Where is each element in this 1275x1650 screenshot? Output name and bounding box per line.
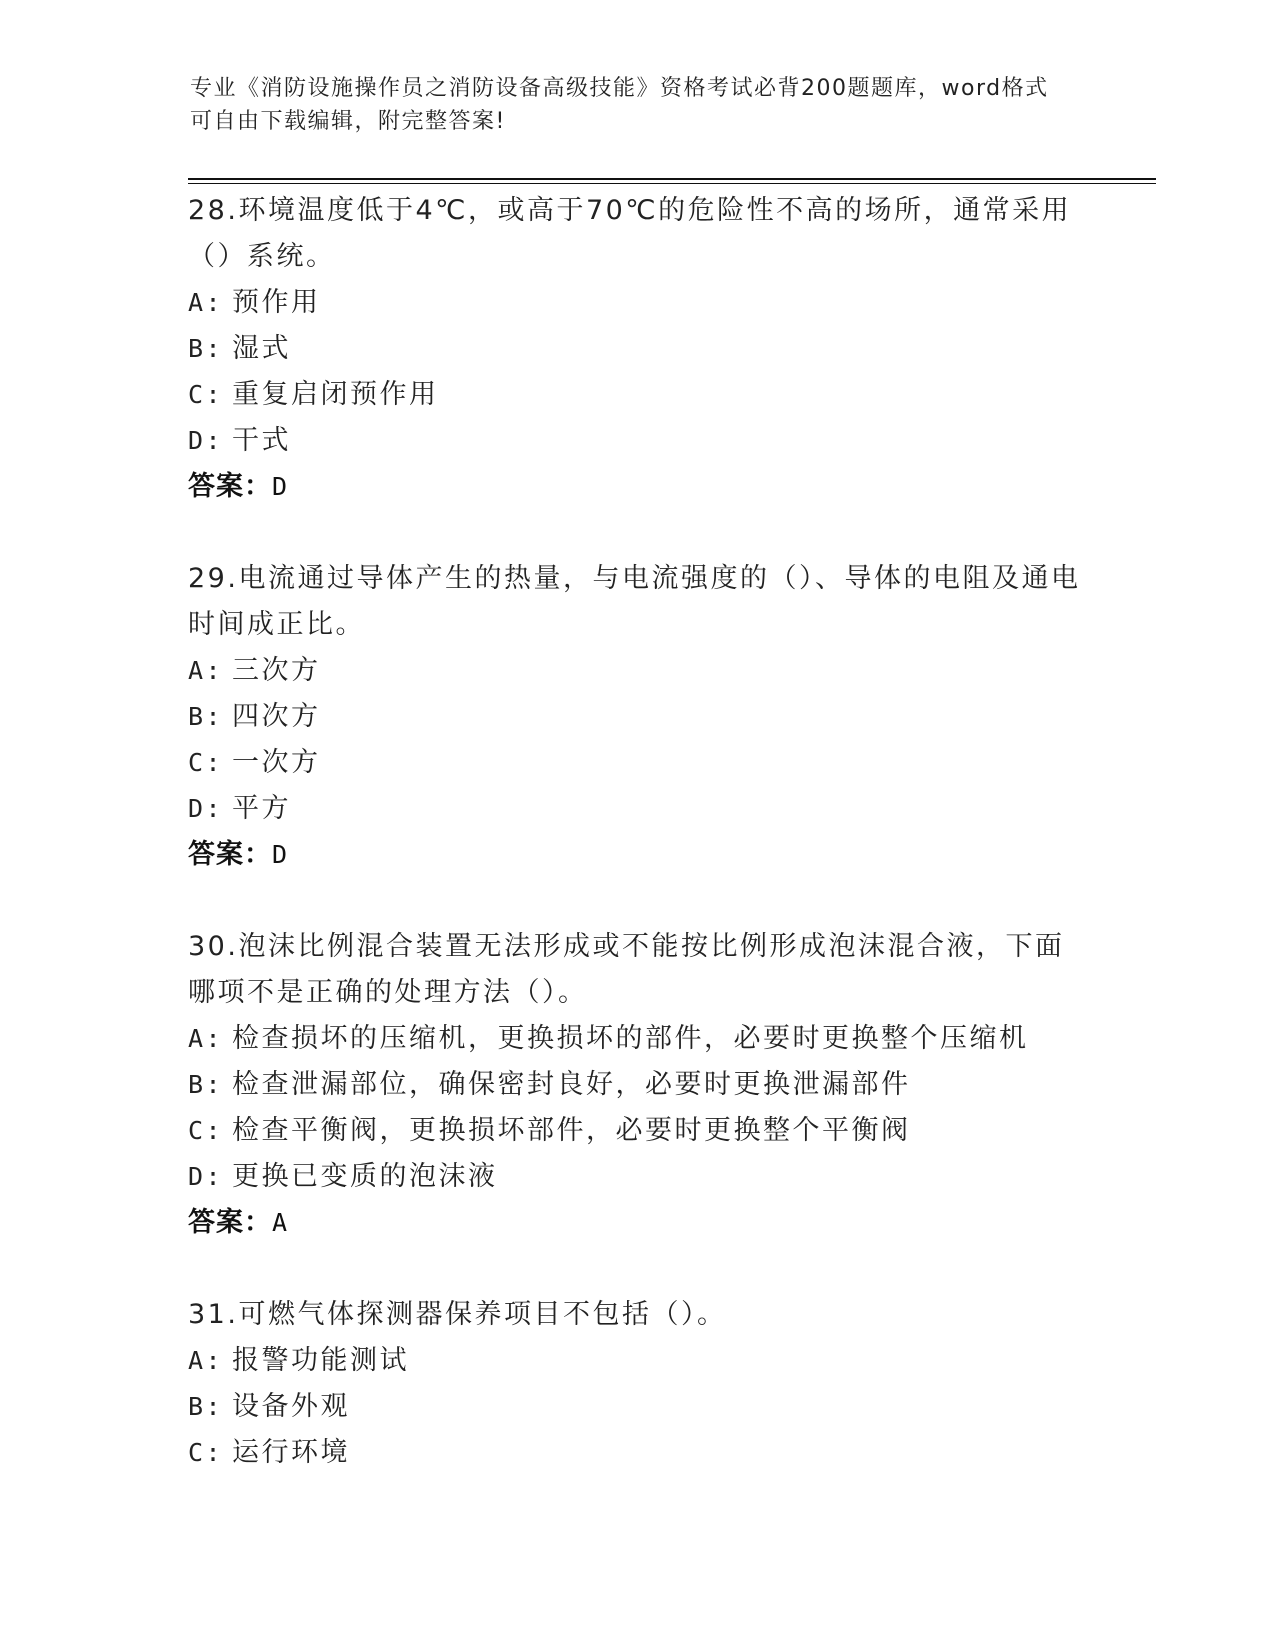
option-key: A:: [188, 1024, 224, 1053]
option-key: B:: [188, 1070, 224, 1099]
option-text: 设备外观: [232, 1391, 350, 1422]
option-d: [188, 786, 1088, 832]
question-gap: [188, 1246, 1088, 1292]
option-c: [188, 1108, 1088, 1154]
document-header: 专业《消防设施操作员之消防设备高级技能》资格考试必背200题题库，word格式可自由下载编辑，附完整答案!: [190, 76, 1049, 134]
option-text: 检查平衡阀，更换损坏部件，必要时更换整个平衡阀: [232, 1115, 911, 1146]
question-gap: [188, 878, 1088, 924]
option-key: A:: [188, 656, 224, 685]
answer-label: 答案：: [188, 471, 272, 502]
option-a: [188, 648, 1088, 694]
answer: [188, 1200, 1088, 1246]
option-text: 平方: [232, 793, 291, 824]
option-a: [188, 1016, 1088, 1062]
option-b: [188, 1062, 1088, 1108]
answer-value: D: [272, 840, 289, 869]
option-key: C:: [188, 380, 224, 409]
option-key: C:: [188, 1438, 224, 1467]
option-text: 干式: [232, 425, 291, 456]
question-28: [188, 188, 1088, 510]
option-c: [188, 740, 1088, 786]
question-gap: [188, 510, 1088, 556]
option-key: D:: [188, 1162, 224, 1191]
option-a: [188, 280, 1088, 326]
question-stem: 28.环境温度低于4℃，或高于70℃的危险性不高的场所，通常采用（）系统。: [188, 195, 1072, 272]
option-key: D:: [188, 794, 224, 823]
option-c: [188, 372, 1088, 418]
question-stem: 31.可燃气体探测器保养项目不包括（）。: [188, 1299, 727, 1330]
header-rule-thick: [188, 178, 1156, 180]
option-text: 四次方: [232, 701, 321, 732]
question-31: [188, 1292, 1088, 1476]
option-key: A:: [188, 288, 224, 317]
option-b: [188, 1384, 1088, 1430]
option-text: 湿式: [232, 333, 291, 364]
question-29: [188, 556, 1088, 878]
question-stem: 30.泡沫比例混合装置无法形成或不能按比例形成泡沫混合液，下面哪项不是正确的处理方法（）。: [188, 931, 1065, 1008]
answer: [188, 832, 1088, 878]
option-key: A:: [188, 1346, 224, 1375]
option-key: B:: [188, 702, 224, 731]
option-text: 三次方: [232, 655, 321, 686]
question-30: [188, 924, 1088, 1246]
option-key: C:: [188, 1116, 224, 1145]
answer-value: D: [272, 472, 289, 501]
header-rule-thin: [188, 183, 1156, 184]
option-d: [188, 418, 1088, 464]
option-text: 一次方: [232, 747, 321, 778]
option-key: D:: [188, 426, 224, 455]
option-text: 报警功能测试: [232, 1345, 409, 1376]
option-text: 更换已变质的泡沫液: [232, 1161, 498, 1192]
option-b: [188, 326, 1088, 372]
option-text: 预作用: [232, 287, 321, 318]
answer: [188, 464, 1088, 510]
answer-value: A: [272, 1208, 289, 1237]
option-c: [188, 1430, 1088, 1476]
option-d: [188, 1154, 1088, 1200]
option-text: 运行环境: [232, 1437, 350, 1468]
answer-label: 答案：: [188, 1207, 272, 1238]
option-text: 检查泄漏部位，确保密封良好，必要时更换泄漏部件: [232, 1069, 911, 1100]
question-list: [188, 188, 1088, 1476]
option-b: [188, 694, 1088, 740]
answer-label: 答案：: [188, 839, 272, 870]
question-stem: 29.电流通过导体产生的热量，与电流强度的（）、导体的电阻及通电时间成正比。: [188, 563, 1081, 640]
option-a: [188, 1338, 1088, 1384]
option-text: 重复启闭预作用: [232, 379, 439, 410]
option-key: C:: [188, 748, 224, 777]
option-key: B:: [188, 1392, 224, 1421]
option-key: B:: [188, 334, 224, 363]
option-text: 检查损坏的压缩机，更换损坏的部件，必要时更换整个压缩机: [232, 1023, 1029, 1054]
